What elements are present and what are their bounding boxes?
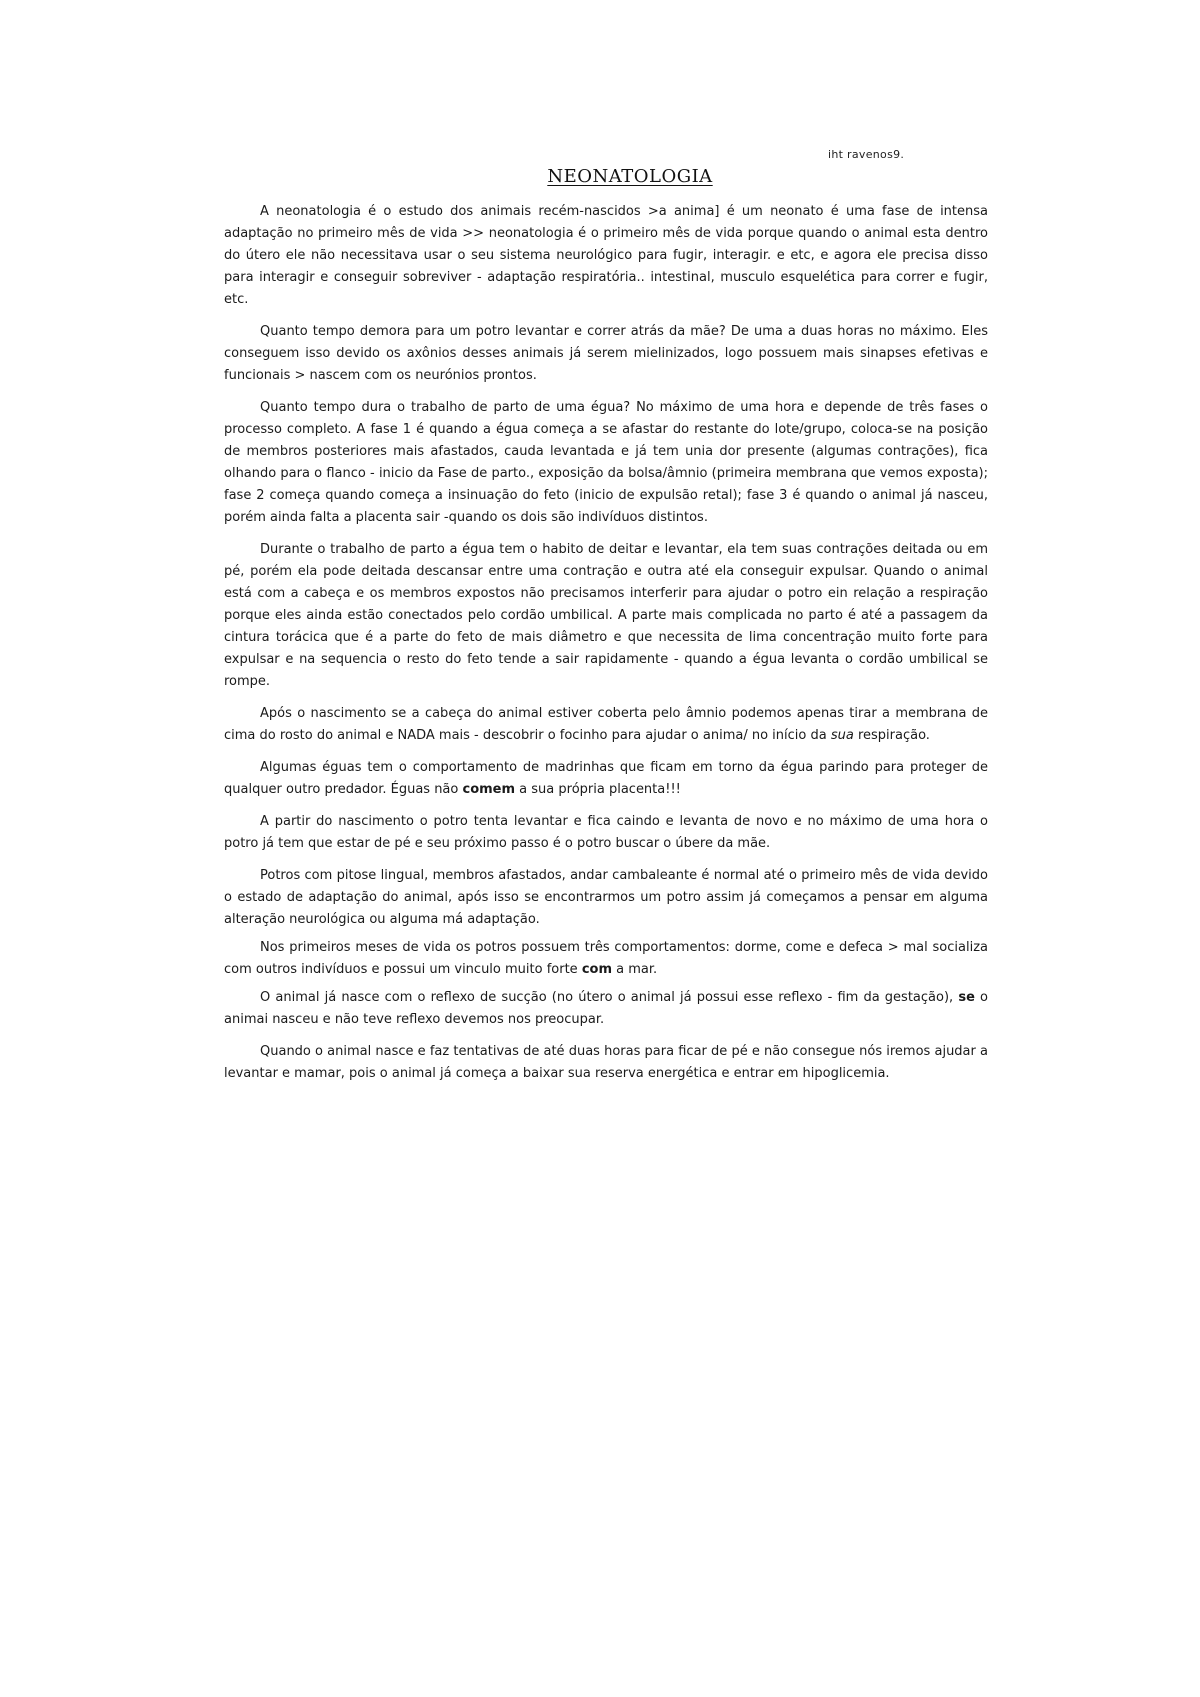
paragraph-6 <box>224 757 988 801</box>
paragraph-text-segment: O animal já nasce com o reflexo de sucção (no útero o animal já possui esse reflexo - fim da gestação), <box>260 990 959 1005</box>
paragraph-2 <box>224 321 988 387</box>
paragraph-10 <box>224 987 988 1031</box>
paragraph-text-segment: Quanto tempo demora para um potro levantar e correr atrás da mãe? De uma a duas horas no máximo. Eles conseguem isso devido os axônios desses animais já serem mielinizados, logo possuem mais sinapses efetivas e funcionais > nascem com os neurónios prontos. <box>224 324 988 383</box>
paragraph-text-segment: Algumas éguas tem o comportamento de madrinhas que ficam em torno da égua parindo para proteger de qualquer outro predador. Éguas não <box>224 760 988 797</box>
paragraph-text-segment: se <box>958 990 975 1005</box>
paragraph-4 <box>224 539 988 693</box>
paragraph-1 <box>224 201 988 311</box>
paragraph-7 <box>224 811 988 855</box>
paragraph-text-segment: com <box>581 962 612 977</box>
paragraph-8 <box>224 865 988 931</box>
header-note: iht ravenos9. <box>828 148 905 161</box>
paragraph-text-segment: A neonatologia é o estudo dos animais recém-nascidos >a anima] é um neonato é uma fase de intensa adaptação no primeiro mês de vida >> neonatologia é o primeiro mês de vida porque quando o animal esta dentro do útero ele não necessitava usar o seu sistema neurológico para fugir, interagir. e etc, e agora ele precisa disso para interagir e conseguir sobreviver - adaptação respiratória.. intestinal, musculo esquelética para correr e fugir, etc. <box>224 204 988 307</box>
paragraph-text-segment: respiração. <box>853 728 930 743</box>
paragraph-text-segment: o animai nasceu e não teve reflexo devemos nos preocupar. <box>224 990 988 1027</box>
paragraph-5 <box>224 703 988 747</box>
document-body <box>224 201 988 1095</box>
paragraph-11 <box>224 1041 988 1085</box>
paragraph-text-segment: a mar. <box>612 962 658 977</box>
paragraph-9 <box>224 937 988 981</box>
paragraph-3 <box>224 397 988 529</box>
paragraph-text-segment: A partir do nascimento o potro tenta levantar e fica caindo e levanta de novo e no máximo de uma hora o potro já tem que estar de pé e seu próximo passo é o potro buscar o úbere da mãe. <box>224 814 988 851</box>
page-title: NEONATOLOGIA <box>547 166 713 187</box>
paragraph-text-segment: Potros com pitose lingual, membros afastados, andar cambaleante é normal até o primeiro mês de vida devido o estado de adaptação do animal, após isso se encontrarmos um potro assim já começamos a pensar em alguma alteração neurológica ou alguma má adaptação. <box>224 868 988 927</box>
paragraph-text-segment: Durante o trabalho de parto a égua tem o habito de deitar e levantar, ela tem suas contrações deitada ou em pé, porém ela pode deitada descansar entre uma contração e outra até ela conseguir expulsar. Quando o animal está com a cabeça e os membros expostos não precisamos interferir para ajudar o potro ein relação a respiração porque eles ainda estão conectados pelo cordão umbilical. A parte mais complicada no parto é até a passagem da cintura torácica que é a parte do feto de mais diâmetro e que necessita de lima concentração muito forte para expulsar e na sequencia o resto do feto tende a sair rapidamente - quando a égua levanta o cordão umbilical se rompe. <box>224 542 988 689</box>
paragraph-text-segment: Quando o animal nasce e faz tentativas de até duas horas para ficar de pé e não consegue nós iremos ajudar a levantar e mamar, pois o animal já começa a baixar sua reserva energética e entrar em hipoglicemia. <box>224 1044 988 1081</box>
paragraph-text-segment: comem <box>462 782 516 797</box>
paragraph-text-segment: Após o nascimento se a cabeça do animal estiver coberta pelo âmnio podemos apenas tirar a membrana de cima do rosto do animal e NADA mais - descobrir o focinho para ajudar o anima/ no início da <box>224 706 988 743</box>
paragraph-text-segment: sua <box>830 728 854 743</box>
paragraph-text-segment: Quanto tempo dura o trabalho de parto de uma égua? No máximo de uma hora e depende de três fases o processo completo. A fase 1 é quando a égua começa a se afastar do restante do lote/grupo, coloca-se na posição de membros posteriores mais afastados, cauda levantada e já tem unia dor presente (algumas contrações), fica olhando para o flanco - inicio da Fase de parto., exposição da bolsa/âmnio (primeira membrana que vemos exposta); fase 2 começa quando começa a insinuação do feto (inicio de expulsão retal); fase 3 é quando o animal já nasceu, porém ainda falta a placenta sair -quando os dois são indivíduos distintos. <box>224 400 988 525</box>
paragraph-text-segment: Nos primeiros meses de vida os potros possuem três comportamentos: dorme, come e defeca > mal socializa com outros indivíduos e possui um vinculo muito forte <box>224 940 988 977</box>
paragraph-text-segment: a sua própria placenta!!! <box>515 782 681 797</box>
